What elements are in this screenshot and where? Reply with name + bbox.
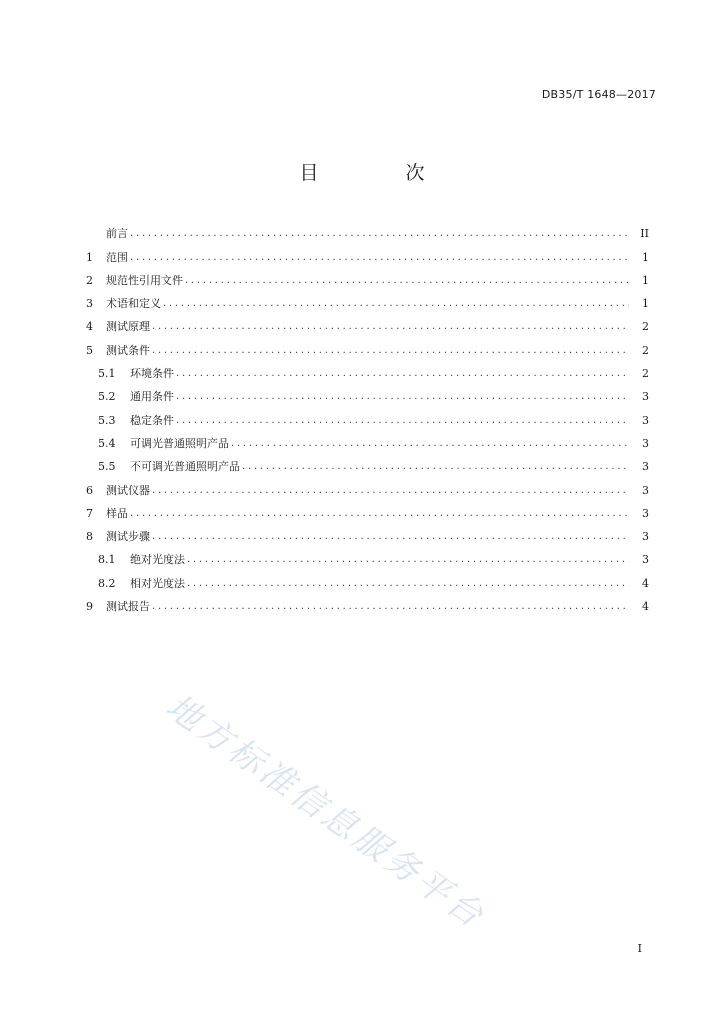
toc-entry[interactable]	[86, 567, 649, 590]
toc-entry-label: 可调光普通照明产品	[130, 436, 229, 450]
toc-entry-page: 3	[642, 390, 649, 404]
toc-dot-leader	[176, 414, 629, 428]
toc-entry[interactable]	[86, 381, 649, 404]
toc-entry-label: 测试仪器	[106, 483, 150, 497]
toc-entry-label: 测试条件	[106, 343, 150, 357]
toc-entry-page: 1	[642, 273, 649, 287]
toc-entry[interactable]	[86, 265, 649, 288]
toc-entry-number: 5.4	[98, 436, 116, 450]
toc-entry-label: 不可调光普通照明产品	[130, 460, 240, 474]
toc-entry-page: II	[640, 227, 649, 241]
toc-dot-leader	[187, 577, 629, 591]
toc-title: 目 次	[299, 162, 459, 184]
toc-entry-label: 术语和定义	[106, 297, 161, 311]
toc-entry[interactable]	[86, 404, 649, 427]
toc-entry-page: 4	[642, 576, 649, 590]
toc-entry[interactable]	[86, 591, 649, 614]
toc-entry[interactable]	[86, 218, 649, 241]
toc-dot-leader	[152, 320, 629, 334]
toc-entry[interactable]	[86, 241, 649, 264]
toc-entry[interactable]	[86, 521, 649, 544]
toc-entry[interactable]	[86, 311, 649, 334]
toc-entry[interactable]	[86, 451, 649, 474]
toc-entry-page: 3	[642, 460, 649, 474]
toc-entry-number: 7	[86, 506, 93, 520]
toc-entry[interactable]	[86, 498, 649, 521]
toc-entry-label: 测试原理	[106, 320, 150, 334]
toc-entry-page: 2	[642, 343, 649, 357]
toc-entry-number: 5.3	[98, 413, 116, 427]
toc-entry-page: 1	[642, 250, 649, 264]
toc-dot-leader	[152, 600, 629, 614]
toc-dot-leader	[176, 390, 629, 404]
toc-entry-page: 3	[642, 553, 649, 567]
toc-entry-number: 9	[86, 600, 93, 614]
toc-entry-page: 3	[642, 436, 649, 450]
watermark: 地方标准信息服务平台	[158, 686, 493, 938]
toc-dot-leader	[130, 227, 629, 241]
toc-dot-leader	[163, 297, 629, 311]
toc-entry-number: 3	[86, 297, 93, 311]
toc-dot-leader	[152, 344, 629, 358]
toc-dot-leader	[130, 507, 629, 521]
toc-entry-page: 3	[642, 413, 649, 427]
toc-entry-page: 3	[642, 530, 649, 544]
toc-entry-number: 5	[86, 343, 93, 357]
toc-entry-label: 样品	[106, 506, 128, 520]
toc-entry[interactable]	[86, 334, 649, 357]
toc-entry-number: 4	[86, 320, 93, 334]
toc-entry-page: 1	[642, 297, 649, 311]
toc-entry-label: 测试步骤	[106, 530, 150, 544]
toc-entry-label: 环境条件	[130, 367, 174, 381]
toc-entry[interactable]	[86, 288, 649, 311]
toc-entry-number: 5.1	[98, 367, 116, 381]
toc-dot-leader	[130, 251, 629, 265]
toc-dot-leader	[152, 484, 629, 498]
toc-entry-label: 范围	[106, 250, 128, 264]
toc-entry[interactable]	[86, 358, 649, 381]
toc-dot-leader	[242, 460, 629, 474]
toc-entry[interactable]	[86, 544, 649, 567]
toc-entry-label: 规范性引用文件	[106, 273, 183, 287]
page-number: I	[637, 942, 642, 955]
toc-entry-label: 稳定条件	[130, 413, 174, 427]
toc-entry-page: 3	[642, 506, 649, 520]
toc-entry-label: 测试报告	[106, 600, 150, 614]
toc-dot-leader	[231, 437, 629, 451]
toc-entry-number: 2	[86, 273, 93, 287]
table-of-contents	[86, 218, 649, 614]
toc-dot-leader	[185, 274, 629, 288]
toc-entry[interactable]	[86, 428, 649, 451]
toc-entry-number: 8.2	[98, 576, 116, 590]
document-code: DB35/T 1648—2017	[541, 88, 656, 101]
toc-entry-page: 2	[642, 367, 649, 381]
toc-dot-leader	[152, 530, 629, 544]
toc-entry-number: 5.5	[98, 460, 116, 474]
toc-dot-leader	[187, 553, 629, 567]
toc-entry-page: 3	[642, 483, 649, 497]
toc-entry-number: 8	[86, 530, 93, 544]
toc-entry-number: 1	[86, 250, 93, 264]
toc-entry-number: 5.2	[98, 390, 116, 404]
toc-entry-number: 6	[86, 483, 93, 497]
toc-dot-leader	[176, 367, 629, 381]
toc-entry-label: 相对光度法	[130, 576, 185, 590]
toc-entry-number: 8.1	[98, 553, 116, 567]
toc-entry-label: 前言	[106, 227, 128, 241]
toc-entry[interactable]	[86, 474, 649, 497]
toc-entry-label: 通用条件	[130, 390, 174, 404]
toc-entry-page: 2	[642, 320, 649, 334]
toc-entry-page: 4	[642, 600, 649, 614]
toc-entry-label: 绝对光度法	[130, 553, 185, 567]
